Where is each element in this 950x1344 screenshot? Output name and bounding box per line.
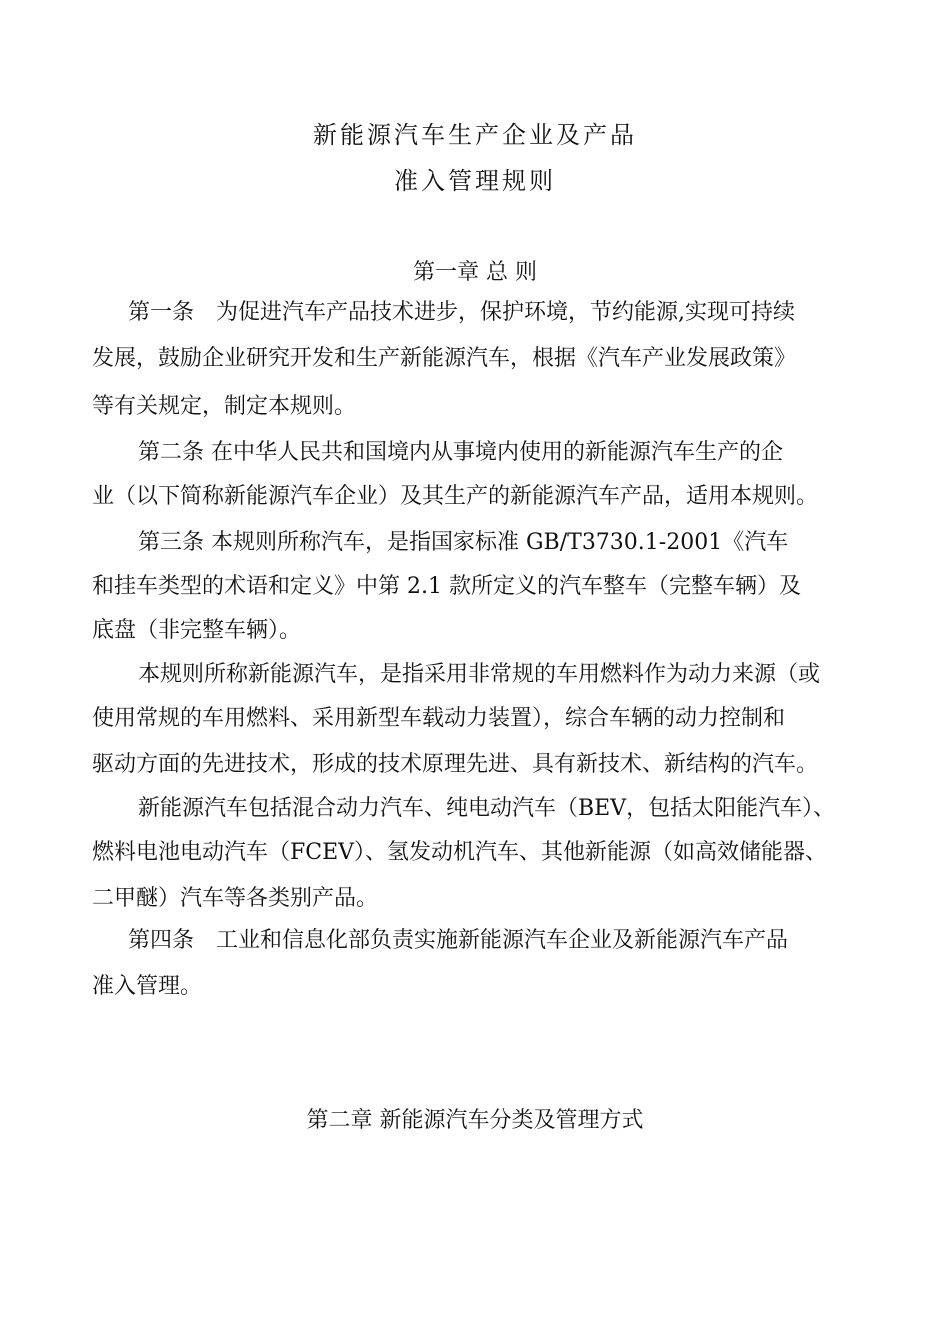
paragraph-line: 本规则所称新能源汽车，是指采用非常规的车用燃料作为动力来源（或 [138, 662, 821, 687]
chapter-1-heading: 第一章 总 则 [413, 260, 537, 285]
article-1-line: 发展，鼓励企业研究开发和生产新能源汽车，根据《汽车产业发展政策》 [92, 346, 797, 371]
paragraph-line: 新能源汽车包括混合动力汽车、纯电动汽车（BEV，包括太阳能汽车）、 [138, 796, 836, 821]
chapter-2-heading: 第二章 新能源汽车分类及管理方式 [306, 1108, 644, 1133]
article-3-line: 底盘（非完整车辆）。 [92, 618, 302, 643]
paragraph-line: 使用常规的车用燃料、采用新型车载动力装置），综合车辆的动力控制和 [92, 706, 786, 731]
article-4-line: 准入管理。 [92, 974, 203, 999]
article-2-line: 业（以下简称新能源汽车企业）及其生产的新能源汽车产品，适用本规则。 [92, 484, 819, 509]
article-1-line: 第一条 为促进汽车产品技术进步，保护环境，节约能源,实现可持续 [128, 300, 795, 325]
article-3-line: 和挂车类型的术语和定义》中第 2.1 款所定义的汽车整车（完整车辆）及 [92, 574, 801, 599]
document-title-line-1: 新能源汽车生产企业及产品 [313, 121, 637, 149]
article-3-line: 第三条 本规则所称汽车，是指国家标准 GB/T3730.1-2001《汽车 [138, 530, 789, 555]
paragraph-line: 驱动方面的先进技术，形成的技术原理先进、具有新技术、新结构的汽车。 [92, 752, 819, 777]
article-4-line: 第四条 工业和信息化部负责实施新能源汽车企业及新能源汽车产品 [128, 928, 789, 953]
paragraph-line: 二甲醚）汽车等各类别产品。 [92, 886, 379, 911]
article-2-line: 第二条 在中华人民共和国境内从事境内使用的新能源汽车生产的企 [138, 440, 783, 465]
document-title-line-2: 准入管理规则 [394, 167, 556, 195]
article-1-line: 等有关规定，制定本规则。 [92, 394, 357, 419]
paragraph-line: 燃料电池电动汽车（FCEV）、氢发动机汽车、其他新能源（如高效储能器、 [92, 840, 828, 865]
